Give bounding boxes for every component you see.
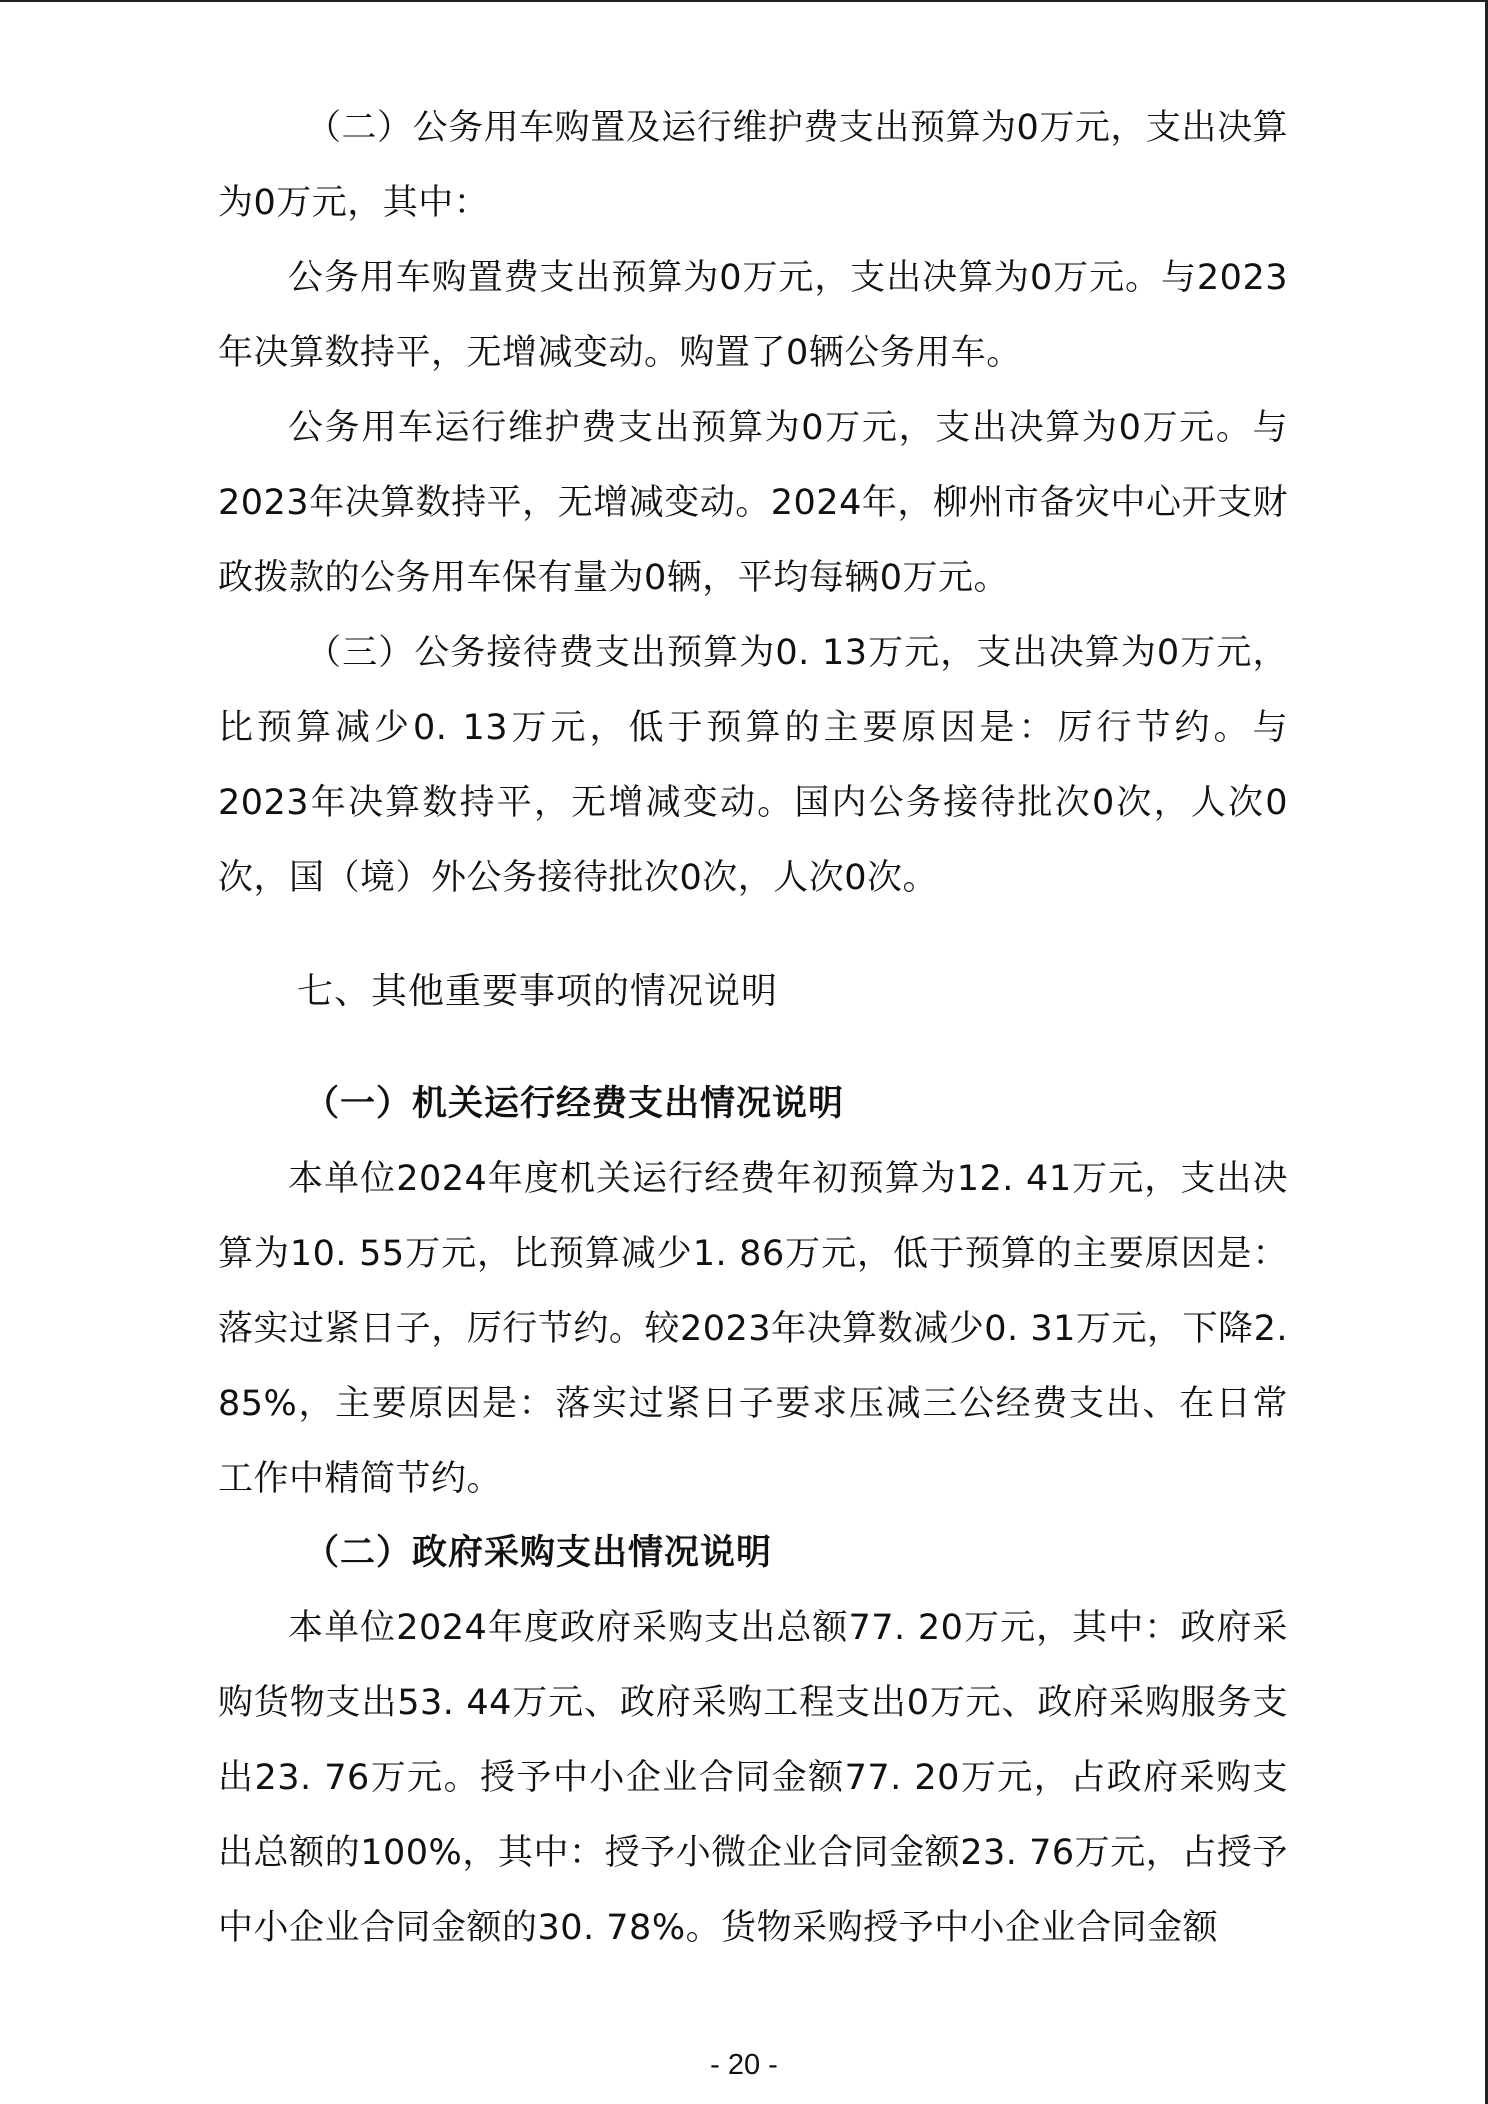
paragraph-procurement: 本单位2024年度政府采购支出总额77. 20万元，其中：政府采购货物支出53. 44万元、政府采购工程支出0万元、政府采购服务支出23. 76万元。授予中小企业合同金额77. 20万元，占政府采购支出总额的100%，其中：授予小微企业合同金额23. 76万元，占授予中小企业合同金额的30. 78%。货物采购授予中小企业合同金额 xyxy=(218,1608,1288,1948)
paragraph-vehicle-total: （二）公务用车购置及运行维护费支出预算为0万元，支出决算为0万元，其中： xyxy=(218,108,1288,223)
paragraph-vehicle-operation: 公务用车运行维护费支出预算为0万元，支出决算为0万元。与2023年决算数持平，无增减变动。2024年，柳州市备灾中心开支财政拨款的公务用车保有量为0辆，平均每辆0万元。 xyxy=(218,408,1288,598)
paragraph-reception: （三）公务接待费支出预算为0. 13万元，支出决算为0万元，比预算减少0. 13万元，低于预算的主要原因是：厉行节约。与2023年决算数持平，无增减变动。国内公务接待批次0次，人次0次，国（境）外公务接待批次0次，人次0次。 xyxy=(218,633,1288,898)
heading-procurement: （二）政府采购支出情况说明 xyxy=(304,1533,773,1573)
paragraph-operating-costs: 本单位2024年度机关运行经费年初预算为12. 41万元，支出决算为10. 55万元，比预算减少1. 86万元，低于预算的主要原因是：落实过紧日子，厉行节约。较2023年决算数减少0. 31万元，下降2. 85%，主要原因是：落实过紧日子要求压减三公经费支出、在日常工作中精简节约。 xyxy=(218,1159,1288,1499)
page-number: - 20 - xyxy=(710,2049,778,2081)
heading-section-seven: 七、其他重要事项的情况说明 xyxy=(297,971,779,1012)
heading-operating-costs: （一）机关运行经费支出情况说明 xyxy=(304,1084,845,1124)
paragraph-vehicle-purchase: 公务用车购置费支出预算为0万元，支出决算为0万元。与2023年决算数持平，无增减变动。购置了0辆公务用车。 xyxy=(218,258,1288,373)
